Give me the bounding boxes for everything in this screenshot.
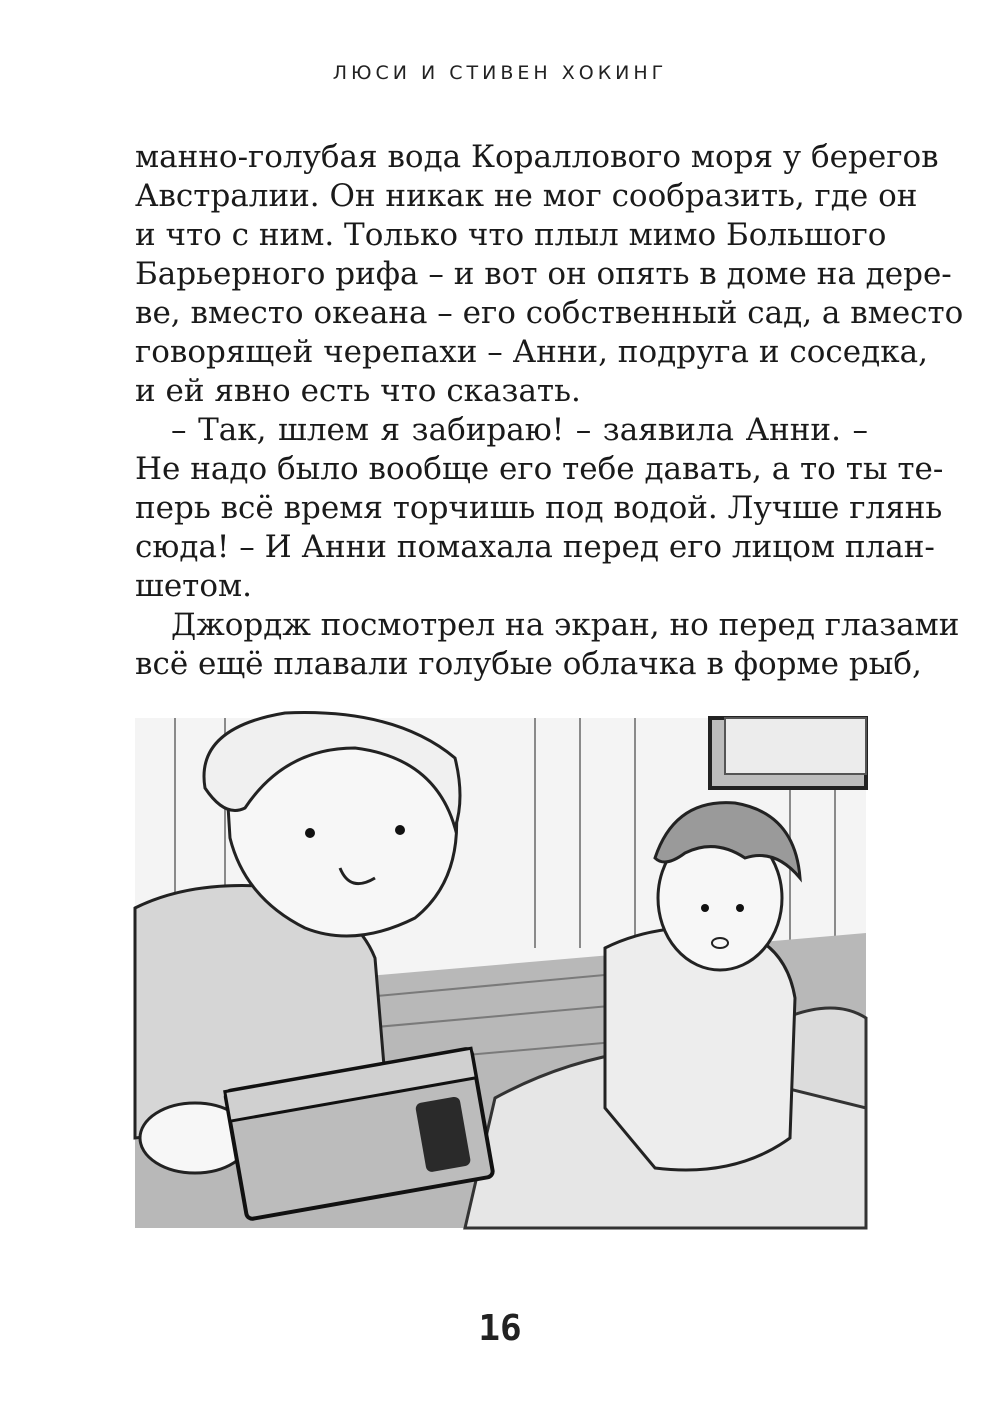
text-line: перь всё время торчишь под водой. Лучше глянь bbox=[135, 490, 943, 526]
page-number: 16 bbox=[478, 1308, 522, 1349]
text-line: и ей явно есть что сказать. bbox=[135, 373, 581, 409]
text-line: манно-голубая вода Кораллового моря у берегов bbox=[135, 139, 939, 175]
text-line: Барьерного рифа – и вот он опять в доме на дере- bbox=[135, 256, 952, 292]
text-line: и что с ним. Только что плыл мимо Большого bbox=[135, 217, 887, 253]
text-line: – Так, шлем я забираю! – заявила Анни. – bbox=[171, 412, 868, 448]
text-line: всё ещё плавали голубые облачка в форме рыб, bbox=[135, 646, 922, 682]
text-line: сюда! – И Анни помахала перед его лицом план- bbox=[135, 529, 935, 565]
body-text bbox=[135, 138, 964, 684]
text-line: Австралии. Он никак не мог сообразить, где он bbox=[135, 178, 918, 214]
text-line: Джордж посмотрел на экран, но перед глазами bbox=[171, 607, 960, 643]
text-line: ве, вместо океана – его собственный сад, а вместо bbox=[135, 295, 964, 331]
text-line: говорящей черепахи – Анни, подруга и соседка, bbox=[135, 334, 928, 370]
text-line: Не надо было вообще его тебе давать, а то ты те- bbox=[135, 451, 944, 487]
illustration-annie-and-george-icon bbox=[135, 718, 866, 1228]
text-line: шетом. bbox=[135, 568, 252, 604]
running-head: ЛЮСИ И СТИВЕН ХОКИНГ bbox=[332, 62, 668, 84]
